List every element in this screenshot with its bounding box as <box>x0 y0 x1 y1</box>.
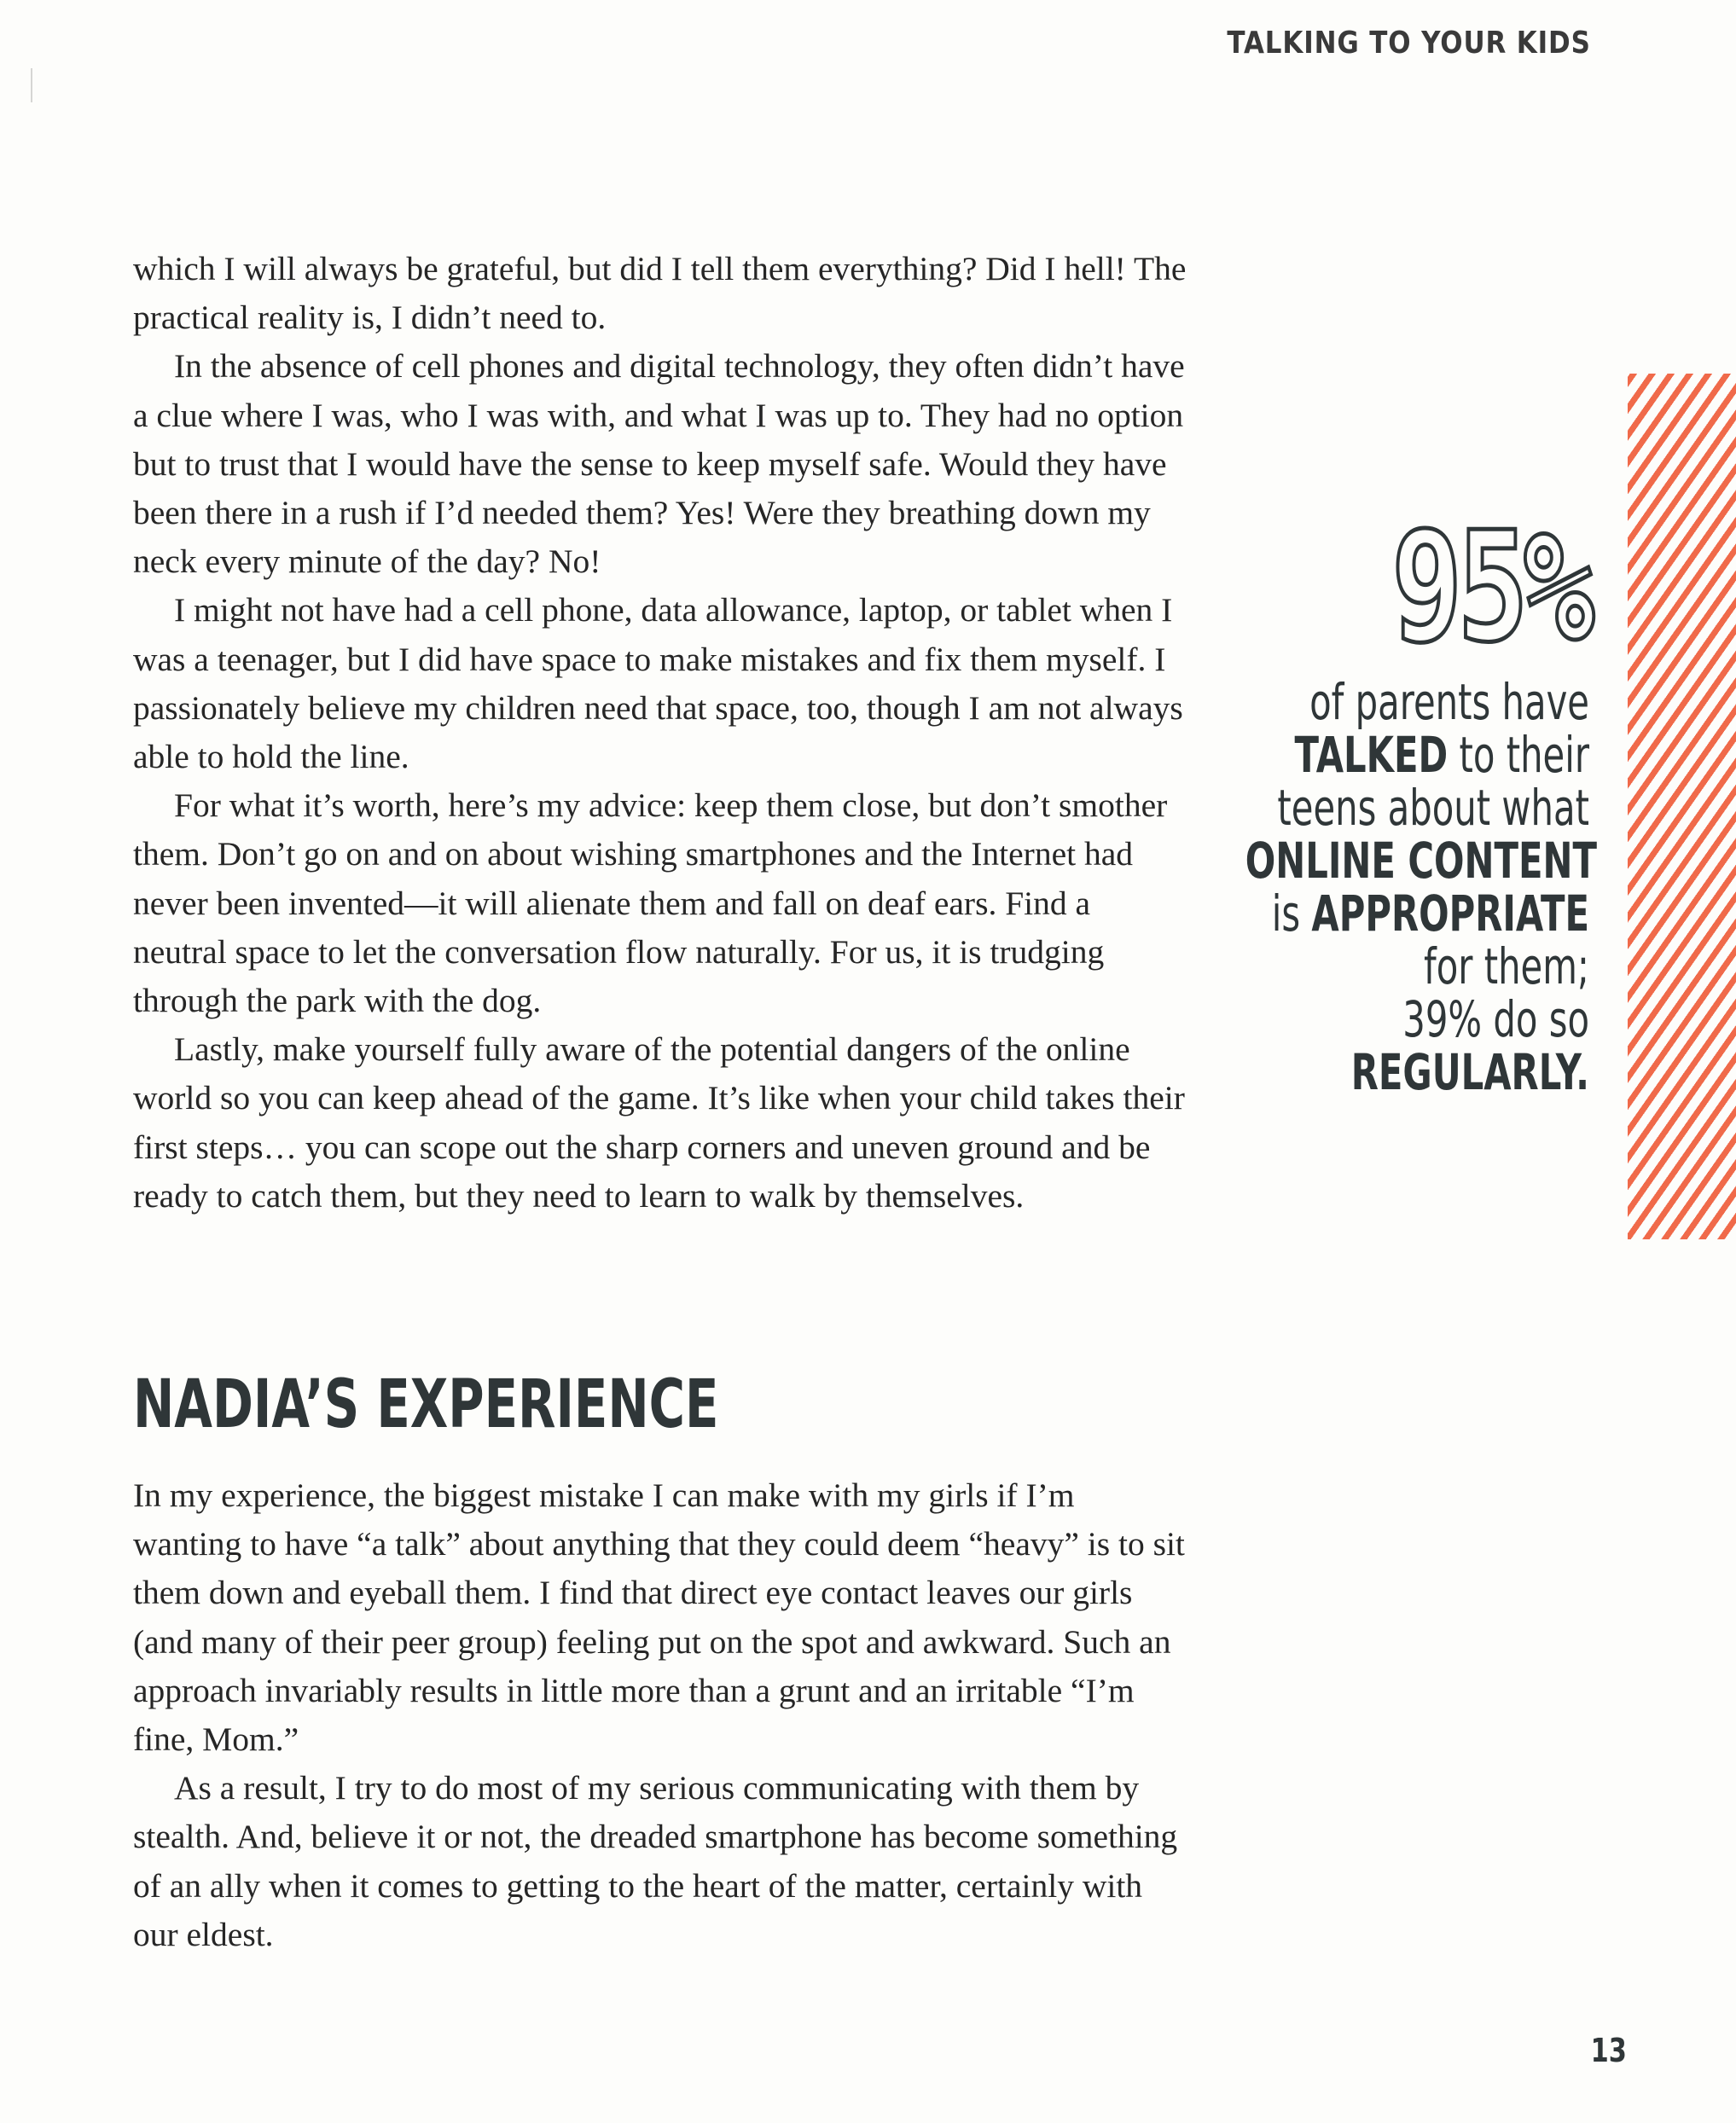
decorative-stripe-band <box>1628 374 1736 1239</box>
stat-line: of parents have <box>1309 673 1589 731</box>
stat-text: to their <box>1448 726 1589 784</box>
stat-emphasis: APPROPRIATE <box>1311 885 1589 943</box>
section-two-text <box>133 1471 1191 1959</box>
stat-line <box>1245 885 1589 943</box>
stat-emphasis: TALKED <box>1294 726 1449 784</box>
paragraph: In the absence of cell phones and digital technology, they often didn’t have a clue where I was, who I was with, and what I was up to. They had no option but to trust that I would have the sense to keep myself safe. Would they have been there in a rush if I’d needed them? Yes! Were they breathing down my neck every minute of the day? No! <box>133 347 1185 581</box>
page-number: 13 <box>1590 2032 1627 2069</box>
stat-text: is <box>1271 885 1312 943</box>
stat-line <box>1245 832 1597 890</box>
running-title: TALKING TO YOUR KIDS <box>1227 26 1591 61</box>
stat-figure: 95% <box>1391 499 1589 676</box>
stat-emphasis: ONLINE CONTENT <box>1245 832 1597 890</box>
paragraph: In my experience, the biggest mistake I can make with my girls if I’m wanting to have “a talk” about anything that they could deem “heavy” is to sit them down and eyeball them. I find that direct eye contact leaves our girls (and many of their peer group) feeling put on the spot and awkward. Such an approach invariably results in little more than a grunt and an irritable “I’m fine, Mom.” <box>133 1476 1185 1759</box>
section-one-text <box>133 245 1191 1221</box>
section-heading: NADIA’S EXPERIENCE <box>133 1366 719 1443</box>
stat-line: teens about what <box>1277 779 1589 837</box>
stat-line: 39% do so <box>1402 990 1589 1048</box>
paragraph: For what it’s worth, here’s my advice: keep them close, but don’t smother them. Don’t go on and on about wishing smartphones and the Internet had never been invented—it will alienate them and fall on deaf ears. Find a neutral space to let the conversation flow naturally. For us, it is trudging through the park with the dog. <box>133 786 1168 1020</box>
paragraph: which I will always be grateful, but did I tell them everything? Did I hell! The practical reality is, I didn’t need to. <box>133 250 1187 337</box>
paragraph: As a result, I try to do most of my serious communicating with them by stealth. And, believe it or not, the dreaded smartphone has become something of an ally when it comes to getting to the heart of the matter, certainly with our eldest. <box>133 1769 1178 1953</box>
stat-emphasis: REGULARLY. <box>1350 1043 1589 1101</box>
scan-margin-mark <box>31 68 32 102</box>
stat-line: for them; <box>1424 937 1589 995</box>
paragraph: Lastly, make yourself fully aware of the potential dangers of the online world so you can keep ahead of the game. It’s like when your child takes their first steps… you can scope out the sharp corners and uneven ground and be ready to catch them, but they need to learn to walk by themselves. <box>133 1030 1185 1215</box>
stat-line <box>1245 1043 1589 1101</box>
paragraph: I might not have had a cell phone, data allowance, laptop, or tablet when I was a teenager, but I did have space to make mistakes and fix them myself. I passionately believe my children need that space, too, though I am not always able to hold the line. <box>133 591 1183 776</box>
stat-line <box>1245 726 1589 784</box>
stat-callout <box>1112 499 1597 1101</box>
